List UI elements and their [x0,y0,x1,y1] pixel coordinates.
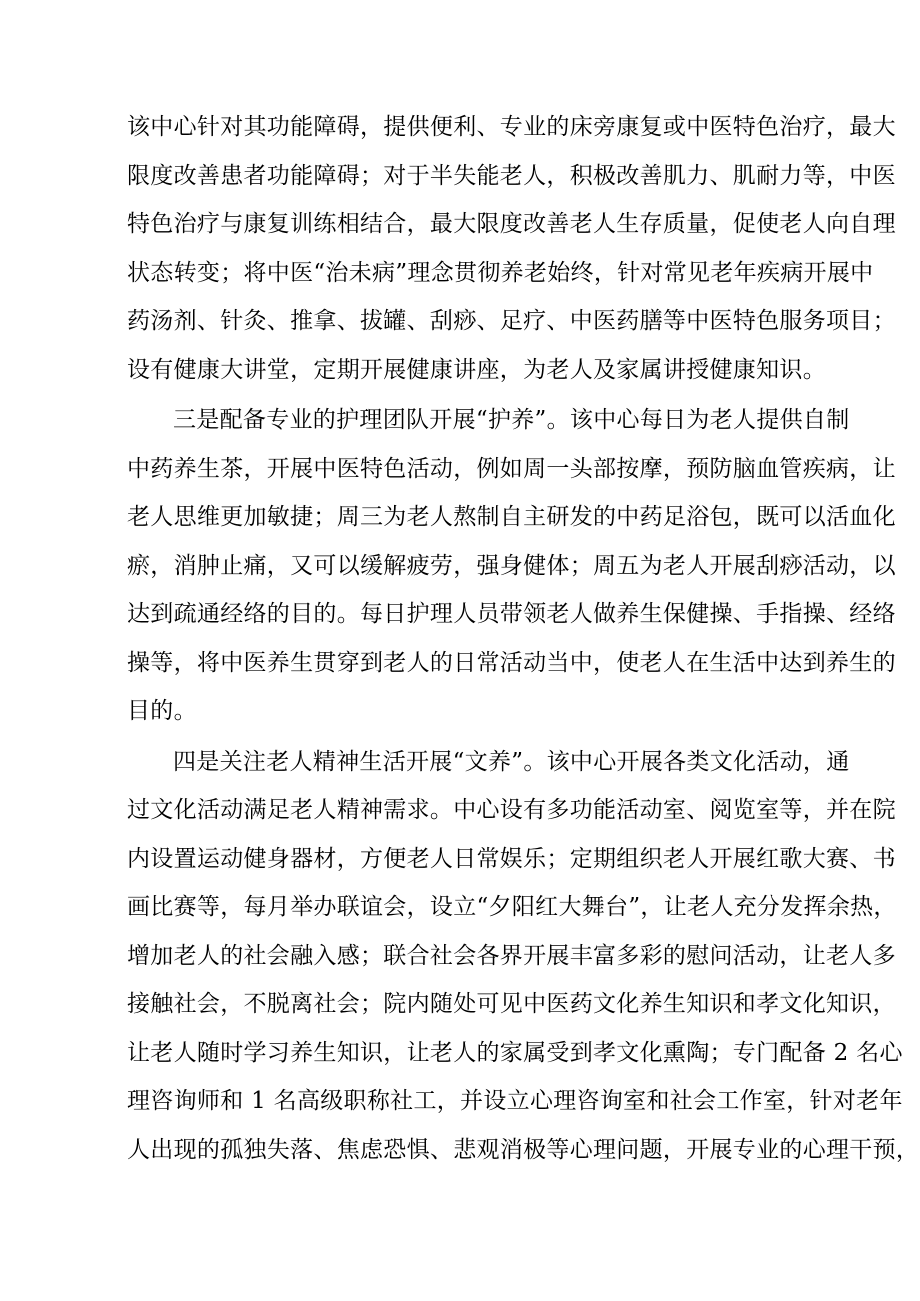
text-line: 设有健康大讲堂，定期开展健康讲座，为老人及家属讲授健康知识。 [127,356,826,383]
text-line: 让老人随时学习养生知识，让老人的家属受到孝文化熏陶；专门配备 2 名心 [127,1039,903,1066]
text-line: 增加老人的社会融入感；联合社会各界开展丰富多彩的慰问活动，让老人多 [127,942,896,969]
paragraph-culture [127,738,920,1175]
paragraph-nursing [127,396,896,736]
paragraph-continued [127,103,896,394]
text-line: 老人思维更加敏捷；周三为老人熬制自主研发的中药足浴包，既可以活血化 [127,504,896,530]
text-line: 瘀，消肿止痛，又可以缓解疲劳，强身健体；周五为老人开展刮痧活动，以 [127,552,896,579]
text-line: 限度改善患者功能障碍；对于半失能老人，积极改善肌力、肌耐力等，中医 [127,162,896,189]
document-body [127,103,920,1174]
text-line: 药汤剂、针灸、推拿、拔罐、刮痧、足疗、中医药膳等中医特色服务项目； [127,308,896,334]
text-line: 理咨询师和 1 名高级职称社工，并设立心理咨询室和社会工作室，针对老年 [127,1088,903,1114]
text-line: 过文化活动满足老人精神需求。中心设有多功能活动室、阅览室等，并在院 [127,797,896,823]
text-line: 三是配备专业的护理团队开展“护养”。该中心每日为老人提供自制 [173,407,850,433]
text-line: 四是关注老人精神生活开展“文养”。该中心开展各类文化活动，通 [173,748,850,775]
text-line: 达到疏通经络的目的。每日护理人员带领老人做养生保健操、手指操、经络 [127,601,896,627]
text-line: 该中心针对其功能障碍，提供便利、专业的床旁康复或中医特色治疗，最大 [127,114,896,140]
text-line: 特色治疗与康复训练相结合，最大限度改善老人生存质量，促使老人向自理 [127,211,896,237]
text-line: 人出现的孤独失落、焦虑恐惧、悲观消极等心理问题，开展专业的心理干预， [127,1136,920,1163]
text-line: 接触社会，不脱离社会；院内随处可见中医药文化养生知识和孝文化知识， [127,991,896,1017]
text-line: 目的。 [127,698,197,724]
text-line: 画比赛等，每月举办联谊会，设立“夕阳红大舞台”，让老人充分发挥余热， [127,894,897,920]
text-line: 内设置运动健身器材，方便老人日常娱乐；定期组织老人开展红歌大赛、书 [127,845,896,872]
text-line: 状态转变；将中医“治未病”理念贯彻养老始终，针对常见老年疾病开展中 [127,259,874,286]
text-line: 操等，将中医养生贯穿到老人的日常活动当中，使老人在生活中达到养生的 [127,649,896,676]
text-line: 中药养生茶，开展中医特色活动，例如周一头部按摩，预防脑血管疾病，让 [127,455,896,482]
